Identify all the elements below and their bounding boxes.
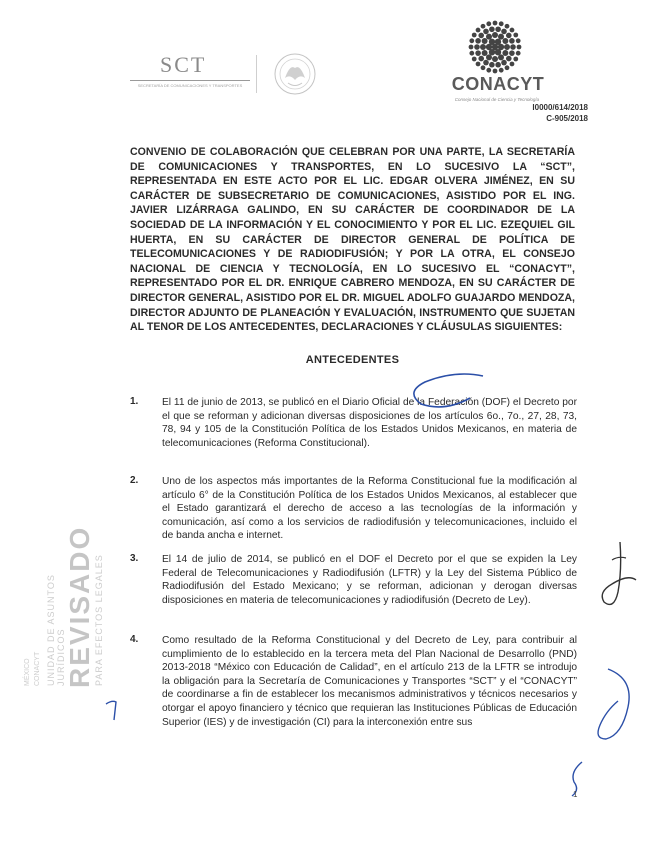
stamp-line-b: CONACYT <box>34 651 41 686</box>
item-text: El 11 de junio de 2013, se publicó en el Diario Oficial de la Federación (DOF) el Decreto por el que se reforman y adicionan diversas disposiciones de los artículos 6o., 7o., 27, 28, 73, 78, 94 y 105 de la Constitución Política de los Estados Unidos Mexicanos, en materia de telecomunicaciones (Reforma Constitucional). <box>162 397 577 449</box>
conacyt-dot <box>509 50 515 56</box>
conacyt-dot <box>499 21 504 26</box>
conacyt-dot <box>469 45 474 50</box>
conacyt-dot <box>469 38 474 43</box>
conacyt-dot <box>493 69 498 74</box>
conacyt-dot <box>492 44 498 50</box>
conacyt-tagline: Consejo Nacional de Ciencia y Tecnología <box>454 97 540 102</box>
conacyt-dot <box>489 26 495 32</box>
signature-initials-1 <box>592 540 642 615</box>
conacyt-dot <box>486 54 492 60</box>
conacyt-dot <box>492 56 498 62</box>
conacyt-dot <box>472 57 477 62</box>
conacyt-dot <box>495 62 501 68</box>
conacyt-logo <box>420 18 570 103</box>
national-seal-icon <box>270 50 320 98</box>
conacyt-dot <box>483 29 489 35</box>
item-text: El 14 de julio de 2014, se publicó en el DOF el Decreto por el que se expiden la Ley Federal de Telecomunicaciones y Radiodifusión (LFTR) y la Ley del Sistema Público de Radiodifusión del Estado Mexicano; y se reforman, adicionan y derogan diversas disposiciones en materia de telecomunicaciones y radiodifusión (Decreto de Ley). <box>162 554 577 606</box>
item-text: Uno de los aspectos más importantes de la Reforma Constitucional fue la modificación al artículo 6° de la Constitución Política de los Estados Unidos Mexicanos, al establecer que el Estado garantizará el derecho de acceso a las tecnologías de la información y comunicación, así como a los servicios de radiodifusión y telecomunicaciones, incluido el de banda ancha e internet. <box>162 476 577 542</box>
conacyt-dot <box>478 56 484 62</box>
item-number: 2. <box>130 475 139 486</box>
conacyt-dot <box>510 62 515 67</box>
stamp-unit: UNIDAD DE ASUNTOS JURÍDICOS <box>46 574 66 686</box>
ink-mark-left <box>102 692 128 722</box>
conacyt-dot <box>483 60 489 66</box>
conacyt-dot <box>498 54 504 60</box>
conacyt-dot <box>495 26 501 32</box>
conacyt-dot <box>498 34 504 40</box>
conacyt-dot <box>475 38 481 44</box>
conacyt-dot <box>482 50 488 56</box>
conacyt-dot <box>486 34 492 40</box>
conacyt-dot <box>486 21 491 26</box>
conacyt-dot <box>502 38 508 44</box>
conacyt-dot <box>480 44 486 50</box>
conacyt-dot <box>509 38 515 44</box>
conacyt-dot <box>505 24 510 29</box>
reference-number-1: I0000/614/2018 <box>532 103 588 112</box>
conacyt-dot <box>469 51 474 56</box>
conacyt-dot <box>506 56 512 62</box>
conacyt-dot <box>510 28 515 33</box>
conacyt-dot <box>513 57 518 62</box>
item-number: 4. <box>130 634 139 645</box>
conacyt-dot <box>502 50 508 56</box>
sct-logo <box>130 52 250 102</box>
item-text: Como resultado de la Reforma Constitucional y del Decreto de Ley, para contribuir al cumplimiento de lo establecido en la tercera meta del Plan Nacional de Desarrollo (PND) 2013-2018 “México con Educación de Calidad”, en el artículo 213 de la LFTR se introdujo la obligación para la Secretaría de Comunicaciones y Transportes “SCT” y el “CONACYT” de coordinarse a fin de establecer los mecanismos administrativos y técnicos necesarios y otorgar el apoyo financiero y técnico que requieran las Instituciones Públicas de Educación Superior (IES) y de investigación (CI) para la interconexión entre sus <box>162 635 577 728</box>
conacyt-dot <box>513 33 518 38</box>
stamp-line-a: MÉXICO <box>24 658 31 686</box>
conacyt-dot <box>517 45 522 50</box>
conacyt-dot <box>510 44 516 50</box>
logo-divider <box>256 55 257 93</box>
signature-initials-2 <box>588 665 643 750</box>
conacyt-dot <box>481 65 486 70</box>
conacyt-dot <box>499 68 504 73</box>
conacyt-dot <box>476 62 481 67</box>
page-number: 1 <box>573 790 578 799</box>
conacyt-dot <box>501 60 507 66</box>
sct-logo-rule <box>130 80 250 81</box>
conacyt-dot <box>489 62 495 68</box>
conacyt-dot <box>474 44 480 50</box>
conacyt-dot <box>475 50 481 56</box>
stamp-purpose: PARA EFECTOS LEGALES <box>94 554 104 686</box>
conacyt-dot <box>516 38 521 43</box>
sct-logo-subtitle: SECRETARÍA DE COMUNICACIONES Y TRANSPORTES <box>137 83 243 88</box>
conacyt-dot <box>506 33 512 39</box>
reference-number-2: C-905/2018 <box>546 114 588 123</box>
section-heading: ANTECEDENTES <box>305 354 400 366</box>
conacyt-dot <box>501 29 507 35</box>
item-number: 1. <box>130 396 139 407</box>
conacyt-dot <box>478 33 484 39</box>
conacyt-dot <box>472 33 477 38</box>
agreement-title: CONVENIO DE COLABORACIÓN QUE CELEBRAN POR UNA PARTE, LA SECRETARÍA DE COMUNICACIONES Y TRANSPORTES, EN LO SUCESIVO LA “SCT”, REPRESENTADA EN ESTE ACTO POR EL LIC. EDGAR OLVERA JIMÉNEZ, EN SU CARÁCTER DE SUBSECRETARIO DE COMUNICACIONES, ASISTIDO POR EL ING. JAVIER LIZÁRRAGA GALINDO, EN SU CARÁCTER DE COORDINADOR DE LA SOCIEDAD DE LA INFORMACIÓN Y EL CONOCIMIENTO Y POR EL LIC. EZEQUIEL GIL HUERTA, EN SU CARÁCTER DE DIRECTOR GENERAL DE POLÍTICA DE TELECOMUNICACIONES Y DE RADIODIFUSIÓN; Y POR LA OTRA, EL CONSEJO NACIONAL DE CIENCIA Y TECNOLOGÍA, EN LO SUCESIVO EL “CONACYT”, REPRESENTADO POR EL DR. ENRIQUE CABRERO MENDOZA, EN SU CARÁCTER DE DIRECTOR GENERAL, ASISTIDO POR EL DR. MIGUEL ADOLFO GUAJARDO MENDOZA, DIRECTOR ADJUNTO DE PLANEACIÓN Y EVALUACIÓN, INSTRUMENTO QUE SUJETAN AL TENOR DE LOS ANTECEDENTES, DECLARACIONES Y CLÁUSULAS SIGUIENTES: <box>130 146 575 334</box>
conacyt-dot <box>482 38 488 44</box>
conacyt-dot <box>481 24 486 29</box>
sct-logo-text: SCT <box>160 52 207 77</box>
conacyt-dot <box>492 32 498 38</box>
stamp-word: REVISADO <box>64 525 95 688</box>
conacyt-dot <box>505 65 510 70</box>
conacyt-dots-icon <box>465 18 525 76</box>
conacyt-dot <box>486 68 491 73</box>
conacyt-logo-text: CONACYT <box>451 74 545 94</box>
conacyt-dot <box>476 28 481 33</box>
conacyt-dot <box>504 44 510 50</box>
conacyt-dot <box>516 51 521 56</box>
item-number: 3. <box>130 553 139 564</box>
conacyt-dot <box>493 21 498 26</box>
